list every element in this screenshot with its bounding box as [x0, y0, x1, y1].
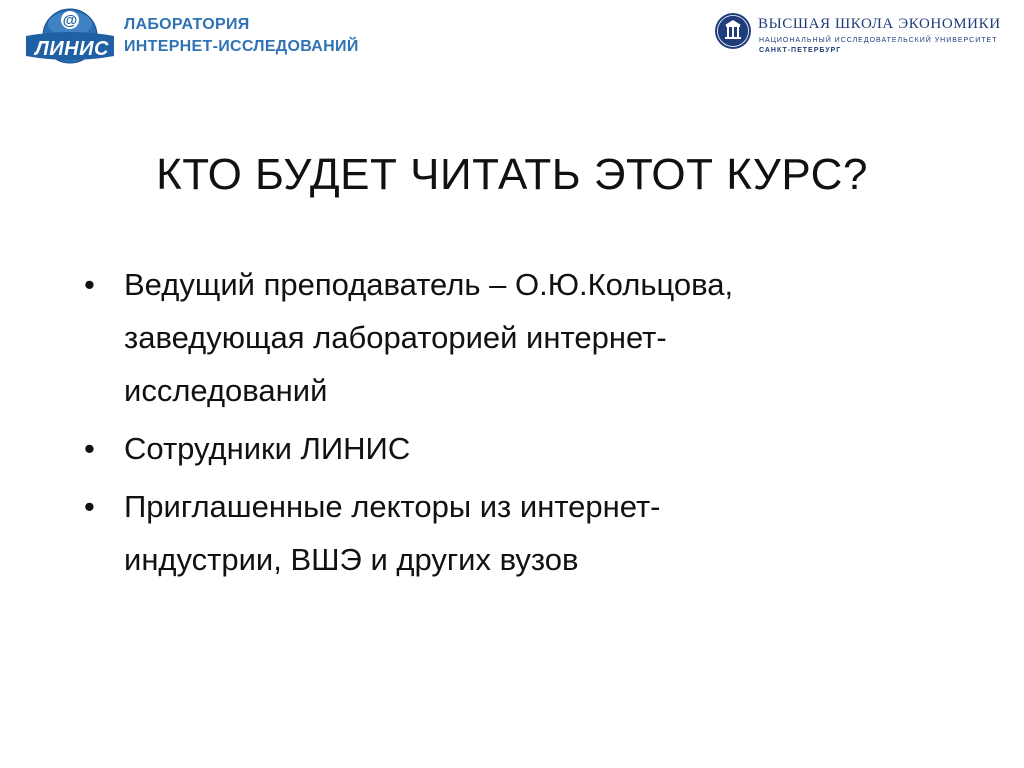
bullet-item — [80, 422, 960, 475]
bullet-list — [80, 258, 960, 591]
hse-subtitle: НАЦИОНАЛЬНЫЙ ИССЛЕДОВАТЕЛЬСКИЙ УНИВЕРСИТЕТ — [759, 37, 998, 44]
slide-title: КТО БУДЕТ ЧИТАТЬ ЭТОТ КУРС? — [156, 150, 868, 199]
linis-logo — [22, 6, 402, 76]
bullet-line: исследований — [124, 373, 328, 408]
bullet-dot-icon: • — [84, 267, 95, 302]
bullet-dot-icon: • — [84, 489, 95, 524]
bullet-line: Сотрудники ЛИНИС — [124, 431, 411, 466]
linis-logo-line2: ИНТЕРНЕТ-ИССЛЕДОВАНИЙ — [124, 38, 359, 55]
linis-logo-text — [124, 14, 359, 58]
bullet-dot-icon: • — [84, 431, 95, 466]
bullet-line: Приглашенные лекторы из интернет- — [124, 489, 661, 524]
bullet-item — [80, 480, 960, 586]
svg-text:@: @ — [62, 12, 78, 29]
bullet-line: Ведущий преподаватель – О.Ю.Кольцова, — [124, 267, 734, 302]
bullet-line: заведующая лабораторией интернет- — [124, 320, 667, 355]
hse-emblem-icon — [714, 12, 752, 50]
hse-logo — [714, 12, 1014, 62]
linis-logo-line1: ЛАБОРАТОРИЯ — [124, 16, 250, 33]
bullet-line: индустрии, ВШЭ и других вузов — [124, 542, 579, 577]
hse-name: ВЫСШАЯ ШКОЛА ЭКОНОМИКИ — [758, 16, 1001, 32]
linis-emblem-word: ЛИНИС — [35, 38, 109, 60]
bullet-item — [80, 258, 960, 417]
hse-city: САНКТ-ПЕТЕРБУРГ — [759, 47, 842, 54]
